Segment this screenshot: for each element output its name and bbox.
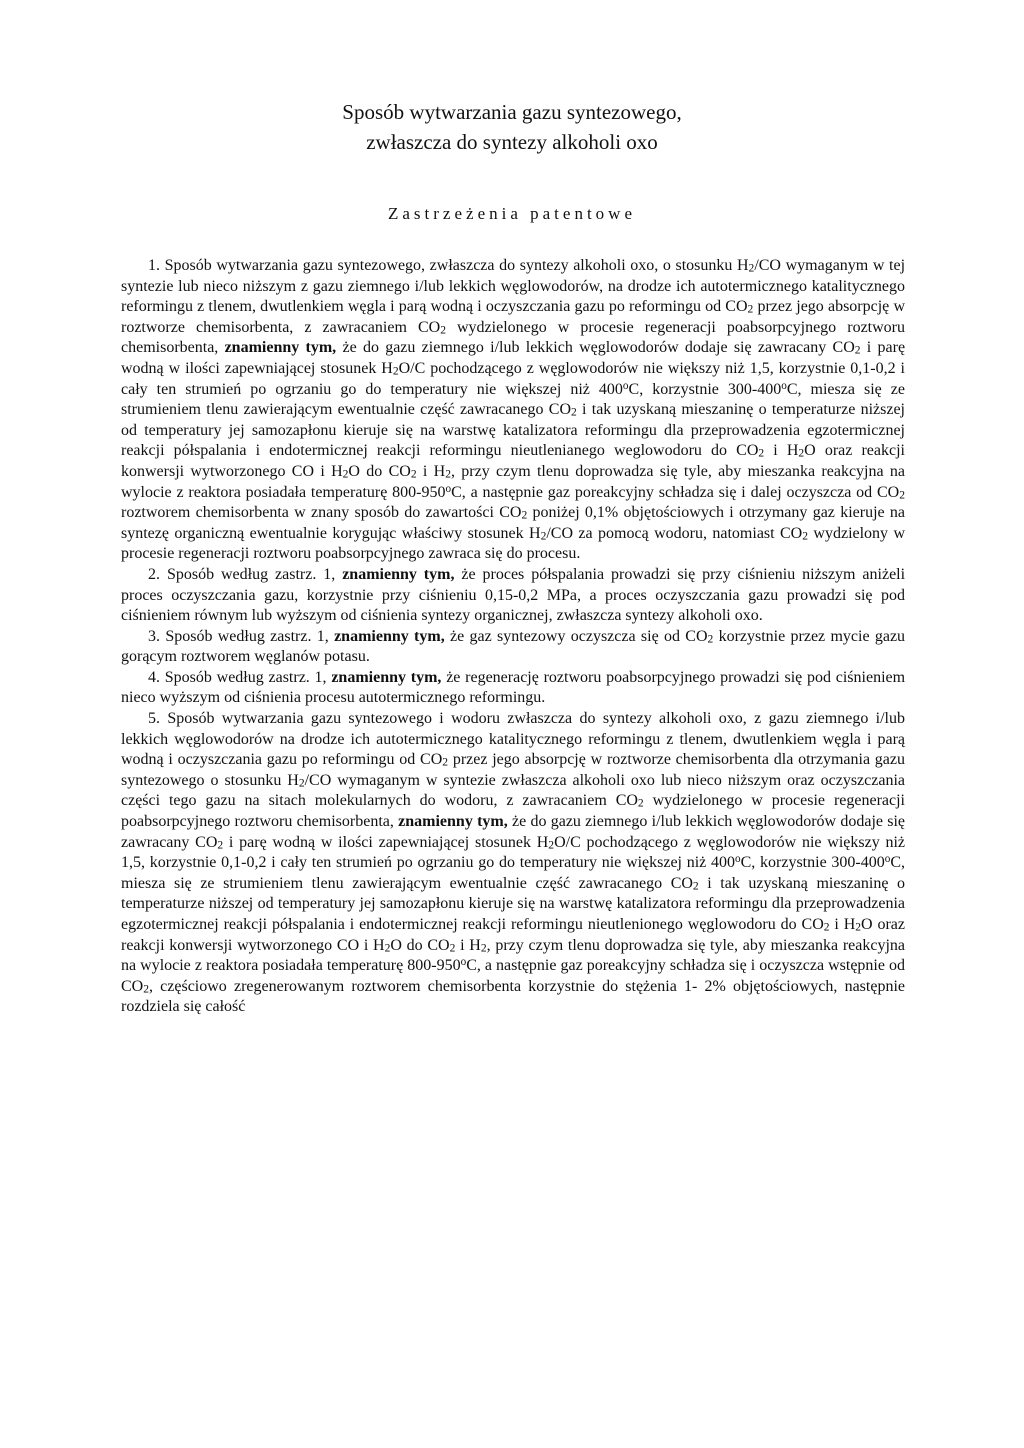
claim-text: Sposób wytwarzania gazu syntezowego i wodoru zwłaszcza do syntezy alkoholi oxo, z gazu ziemnego i/lub lekkich węglowodorów na drodze ich autotermicznego katalitycznego reformingu z tlenem, dwutlenkiem węgla i parą wodną i oczyszczania gazu po reformingu od $CO_2$ przez jego absorpcję w roztworze chemisorbenta dla otrzymania gazu syntezowego o stosunku $H_2/CO$ wymaganym w syntezie zwłaszcza alkoholi oxo lub nieco niższym oraz oczyszczania części tego gazu na sitach molekularnych do wodoru, z zawracaniem $CO_2$ wydzielonego w procesie regeneracji poabsorpcyjnego roztworu chemisorbenta, xyxy=(121,710,906,831)
title-line-1: Sposób wytwarzania gazu syntezowego, xyxy=(342,100,682,124)
claim-text: że proces półspalania prowadzi się przy ciśnieniu niższym aniżeli proces oczyszczania gazu, korzystnie przy ciśnieniu 0,15-0,2 MPa, a proces oczyszczania gazu prowadzi się pod ciśnieniem równym lub wyższym od ciśnienia syntezy organicznej, zwłaszcza syntezy alkoholi oxo. xyxy=(121,565,906,625)
claim-4 xyxy=(121,668,905,709)
title-line-2: zwłaszcza do syntezy alkoholi oxo xyxy=(366,130,658,154)
claim-number: 4. xyxy=(148,668,160,686)
claim-keyword: znamienny tym, xyxy=(224,339,337,357)
claim-text: że do gazu ziemnego i/lub lekkich węglowodorów dodaje się zawracany $CO_2$ i parę wodną w ilości zapewniającej stosunek $H_2O/C$ pochodzącego z węglowodorów nie większy niż 1,5, korzystnie 0,1-0,2 i cały ten strumień po ogrzaniu go do temperatury nie większej niż 400$^o$C, korzystnie 300-400$^o$C, miesza się ze strumieniem tlenu zawierającym ewentualnie część zawracanego $CO_2$ i tak uzyskaną mieszaninę o temperaturze niższej od temperatury jej samozapłonu kieruje się na warstwę katalizatora reformingu dla przeprowadzenia egzotermicznej reakcji półspalania i endotermicznej reakcji reformingu nieutlenionego węglowodoru do $CO_2$ i $H_2O$ oraz reakcji konwersji wytworzonego CO i $H_2O$ do $CO_2$ i $H_2$, przy czym tlenu doprowadza się tyle, aby mieszanka reakcyjna na wylocie z reaktora posiadała temperaturę 800-950$^o$C, a następnie gaz poreakcyjny schładza się i oczyszcza wstępnie od $CO_2$, częściowo zregenerowanym roztworem chemisorbenta korzystnie do stężenia 1- 2% objętościowych, następnie rozdziela się całość xyxy=(121,813,906,1016)
claim-text: że gaz syntezowy oczyszcza się od $CO_2$ korzystnie przez mycie gazu gorącym roztworem węglanów potasu. xyxy=(121,627,906,666)
document-title xyxy=(0,97,1024,157)
claim-3 xyxy=(121,627,905,668)
claim-1 xyxy=(121,256,905,565)
claim-keyword: znamienny tym, xyxy=(398,813,508,831)
claim-number: 5. xyxy=(148,710,160,728)
claim-number: 1. xyxy=(148,257,160,274)
claims-body xyxy=(121,256,905,1018)
claim-number: 2. xyxy=(148,565,160,583)
claim-number: 3. xyxy=(148,627,160,645)
section-heading: Zastrzeżenia patentowe xyxy=(388,204,636,223)
claim-text: że do gazu ziemnego i/lub lekkich węglowodorów dodaje się zawracany $CO_2$ i parę wodną w ilości zapewniającej stosunek $H_2O/C$ pochodzącego z węglowodorów nie większy niż 1,5, korzystnie 0,1-0,2 i cały ten strumień po ogrzaniu go do temperatury nie większej niż 400$^o$C, korzystnie 300-400$^o$C, miesza się ze strumieniem tlenu zawierającym ewentualnie część zawracanego $CO_2$ i tak uzyskaną mieszaninę o temperaturze niższej od temperatury jej samozapłonu kieruje się na warstwę katalizatora reformingu dla przeprowadzenia egzotermicznej reakcji półspalania i endotermicznej reakcji reformingu nieutlenianego weglowodoru do $CO_2$ i $H_2O$ oraz reakcji konwersji wytworzonego CO i $H_2O$ do $CO_2$ i $H_2$, przy czym tlenu doprowadza się tyle, aby mieszanka reakcyjna na wylocie z reaktora posiadała temperaturę 800-950$^o$C, a następnie gaz poreakcyjny schładza się i dalej oczyszcza od $CO_2$ roztworem chemisorbenta w znany sposób do zawartości $CO_2$ poniżej 0,1% objętościowych i otrzymany gaz kieruje na syntezę organiczną ewentualnie korygując właściwy stosunek $H_2/CO$ za pomocą wodoru, natomiast $CO_2$ wydzielony w procesie regeneracji roztworu poabsorpcyjnego zawraca się do procesu. xyxy=(121,339,906,563)
claim-keyword: znamienny tym, xyxy=(334,627,445,645)
claim-keyword: znamienny tym, xyxy=(342,565,455,583)
claim-keyword: znamienny tym, xyxy=(331,668,442,686)
claim-text: że regenerację roztworu poabsorpcyjnego prowadzi się pod ciśnieniem nieco wyższym od ciśnienia procesu autotermicznego reformingu. xyxy=(121,668,906,707)
claim-2 xyxy=(121,565,905,627)
claim-text: Sposób wytwarzania gazu syntezowego, zwłaszcza do syntezy alkoholi oxo, o stosunku $H_2/CO$ wymaganym w tej syntezie lub nieco niższym z gazu ziemnego i/lub lekkich węglowodorów, na drodze ich autotermicznego katalitycznego reformingu z tlenem, dwutlenkiem węgla i parą wodną i oczyszczania gazu po reformingu od $CO_2$ przez jego absorpcję w roztworze chemisorbenta, z zawracaniem $CO_2$ wydzielonego w procesie regeneracji poabsorpcyjnego roztworu chemisorbenta, xyxy=(121,257,906,357)
claim-text: Sposób według zastrz. 1, xyxy=(164,668,327,686)
claim-text: Sposób według zastrz. 1, xyxy=(165,627,329,645)
claim-text: Sposób według zastrz. 1, xyxy=(166,565,336,583)
claim-5 xyxy=(121,709,905,1018)
